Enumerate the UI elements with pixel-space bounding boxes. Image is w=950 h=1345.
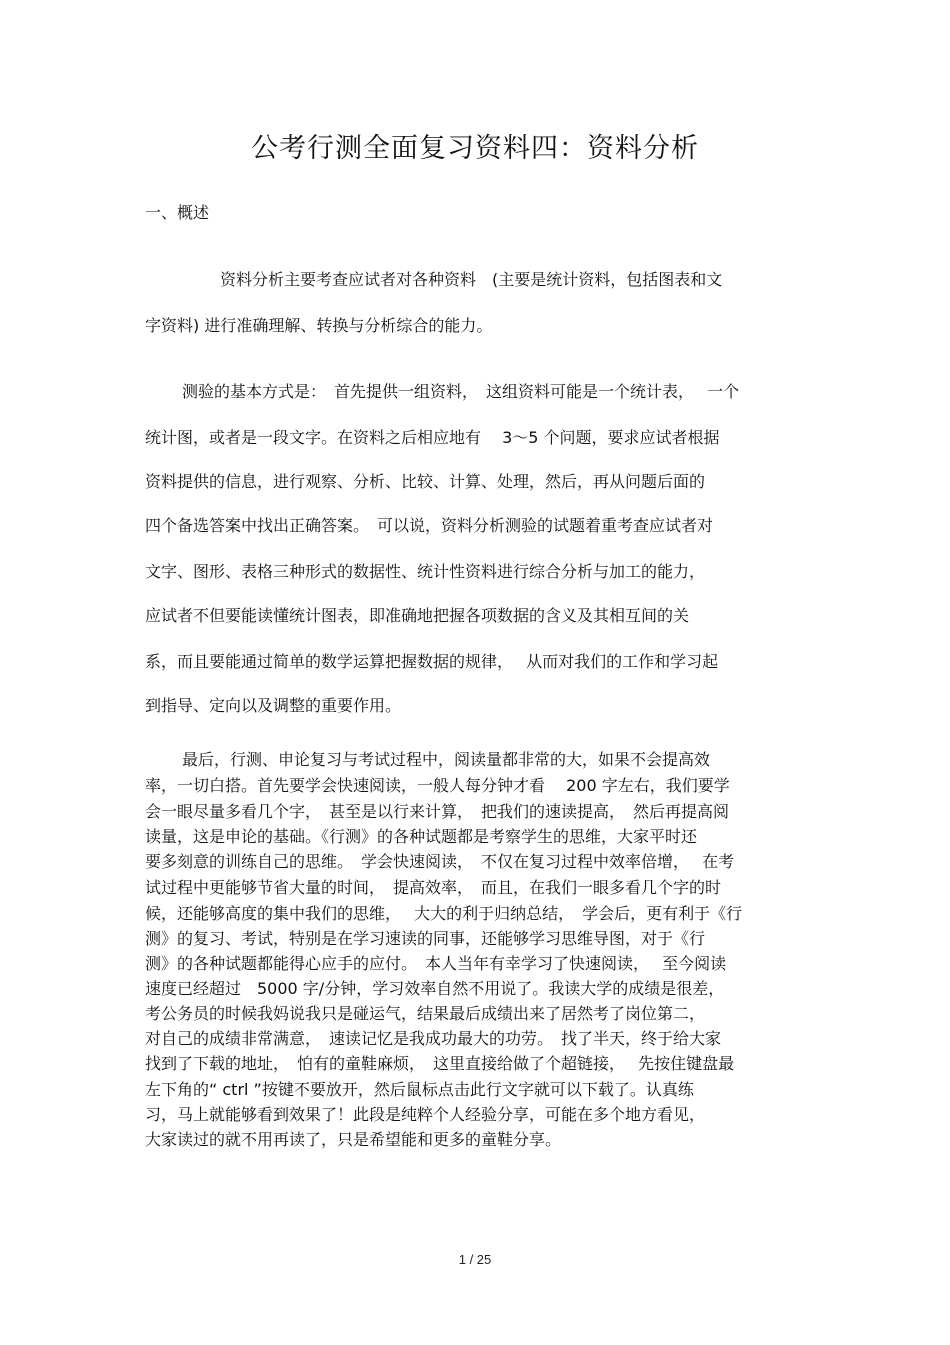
paragraph-line: 四个备选答案中找出正确答案。 可以说，资料分析测验的试题着重考查应试者对 <box>145 516 714 535</box>
paragraph-line: 资料提供的信息，进行观察、分析、比较、计算、处理，然后，再从问题后面的 <box>145 472 706 491</box>
paragraph-line: 资料分析主要考查应试者对各种资料 (主要是统计资料，包括图表和文 <box>220 270 723 289</box>
document-title: 公考行测全面复习资料四：资料分析 <box>251 133 699 164</box>
paragraph-line: 测验的基本方式是： 首先提供一组资料， 这组资料可能是一个统计表， 一个 <box>182 382 740 401</box>
paragraph-line: 测》的各种试题都能得心应手的应付。 本人当年有幸学习了快速阅读， 至今阅读 <box>145 954 727 973</box>
paragraph-line: 会一眼尽量多看几个字， 甚至是以行来计算， 把我们的速读提高， 然后再提高阅 <box>145 802 730 821</box>
paragraph-line: 候，还能够高度的集中我们的思维， 大大的利于归纳总结， 学会后，更有利于《行 <box>145 904 743 923</box>
paragraph-line: 字资料) 进行准确理解、转换与分析综合的能力。 <box>145 316 493 335</box>
paragraph-line: 要多刻意的训练自己的思维。 学会快速阅读， 不仅在复习过程中效率倍增， 在考 <box>145 852 735 871</box>
paragraph-line: 速度已经超过 5000 字/分钟，学习效率自然不用说了。我读大学的成绩是很差， <box>145 979 725 998</box>
paragraph-line: 大家读过的就不用再读了，只是希望能和更多的童鞋分享。 <box>145 1130 562 1149</box>
page-number: 1 / 25 <box>458 1252 492 1267</box>
paragraph-line: 对自己的成绩非常满意， 速读记忆是我成功最大的功劳。 找了半天，终于给大家 <box>145 1029 722 1048</box>
paragraph-line: 系，而且要能通过简单的数学运算把握数据的规律， 从而对我们的工作和学习起 <box>145 652 719 671</box>
paragraph-line: 文字、图形、表格三种形式的数据性、统计性资料进行综合分析与加工的能力， <box>145 562 706 581</box>
paragraph-line: 读量，这是申论的基础。《行测》的各种试题都是考察学生的思维，大家平时还 <box>145 827 698 846</box>
paragraph-line: 考公务员的时候我妈说我只是碰运气，结果最后成绩出来了居然考了岗位第二， <box>145 1004 706 1023</box>
paragraph-line: 最后，行测、申论复习与考试过程中，阅读量都非常的大，如果不会提高效 <box>182 750 711 769</box>
paragraph-line: 习，马上就能够看到效果了！此段是纯粹个人经验分享，可能在多个地方看见， <box>145 1105 706 1124</box>
section-heading-overview: 一、概述 <box>145 203 210 222</box>
paragraph-line: 率，一切白搭。首先要学会快速阅读，一般人每分钟才看 200 字左右，我们要学 <box>145 776 730 795</box>
download-link-text[interactable]: 左下角的“ ctrl ”按键不要放开，然后鼠标点击此行文字就可以下载了。认真练 <box>145 1080 694 1099</box>
paragraph-line: 测》的复习、考试，特别是在学习速读的同事，还能够学习思维导图，对于《行 <box>145 929 706 948</box>
paragraph-line: 应试者不但要能读懂统计图表，即准确地把握各项数据的含义及其相互间的关 <box>145 606 690 625</box>
paragraph-line: 到指导、定向以及调整的重要作用。 <box>145 696 402 715</box>
paragraph-line: 找到了下载的地址， 怕有的童鞋麻烦， 这里直接给做了个超链接， 先按住键盘最 <box>145 1054 735 1073</box>
paragraph-line: 试过程中更能够节省大量的时间， 提高效率， 而且，在我们一眼多看几个字的时 <box>145 878 722 897</box>
paragraph-line: 统计图，或者是一段文字。在资料之后相应地有 3～5 个问题，要求应试者根据 <box>145 428 720 447</box>
